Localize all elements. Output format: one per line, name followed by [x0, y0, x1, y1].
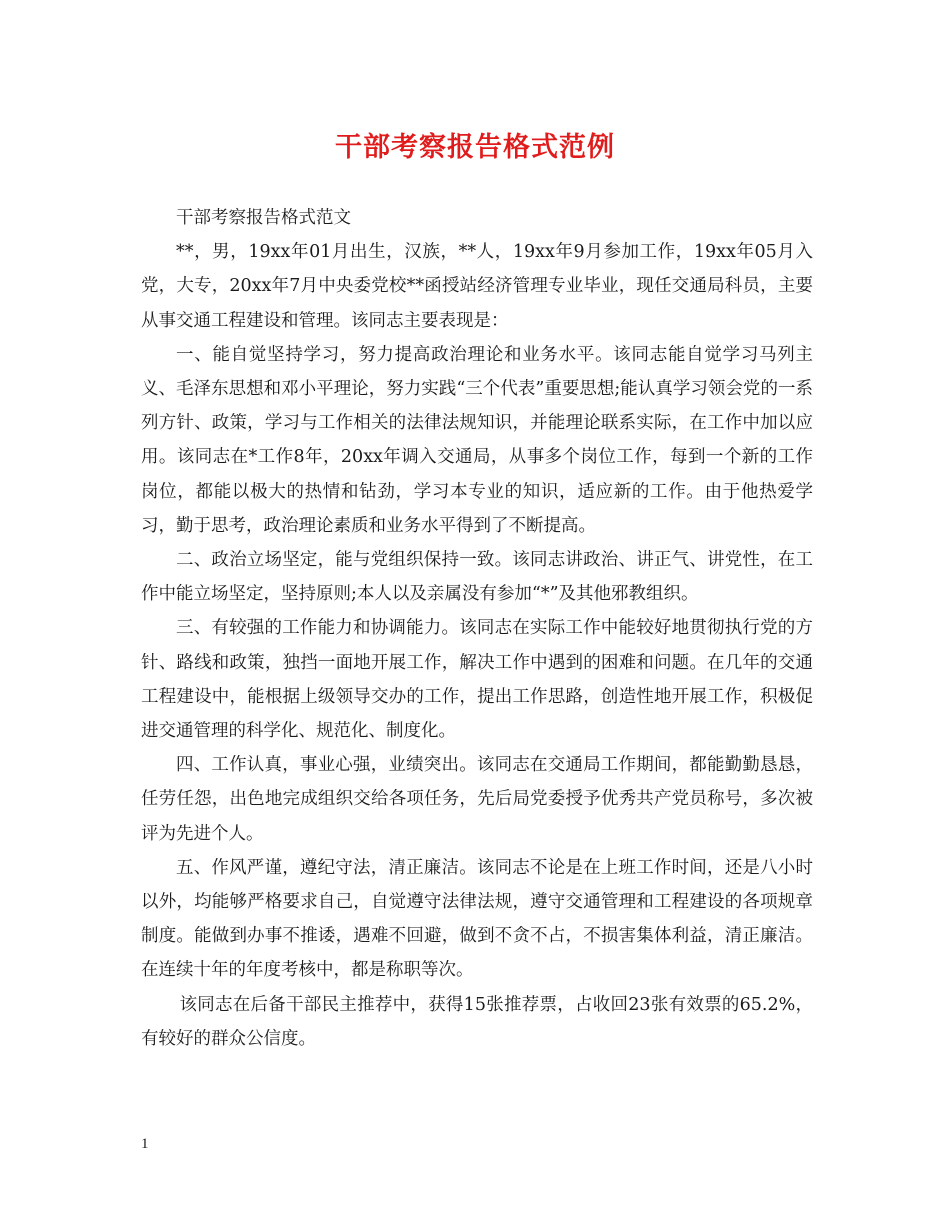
paragraph-point-1: 一、能自觉坚持学习，努力提高政治理论和业务水平。该同志能自觉学习马列主义、毛泽东思想和邓小平理论，努力实践“三个代表”重要思想;能认真学习领会党的一系列方针、政策，学习与工作相关的法律法规知识，并能理论联系实际，在工作中加以应用。该同志在*工作8年，20xx年调入交通局，从事多个岗位工作，每到一个新的工作岗位，都能以极大的热情和钻劲，学习本专业的知识，适应新的工作。由于他热爱学习，勤于思考，政治理论素质和业务水平得到了不断提高。 [141, 344, 813, 536]
paragraph-point-5: 五、作风严谨，遵纪守法，清正廉洁。该同志不论是在上班工作时间，还是八小时以外，均能够严格要求自己，自觉遵守法律法规，遵守交通管理和工程建设的各项规章制度。能做到办事不推诿，遇难不回避，做到不贪不占，不损害集体利益，清正廉洁。 在连续十年的年度考核中，都是称职等次。 [141, 857, 825, 981]
document-title: 干部考察报告格式范例 [335, 132, 615, 163]
document-body [141, 201, 825, 1056]
paragraph-subtitle: 干部考察报告格式范文 [176, 208, 351, 228]
paragraph-point-2: 二、政治立场坚定，能与党组织保持一致。该同志讲政治、讲正气、讲党性，在工作中能立场坚定，坚持原则;本人以及亲属没有参加“*”及其他邪教组织。 [141, 550, 813, 605]
paragraph-conclusion: 该同志在后备干部民主推荐中，获得15张推荐票，占收回23张有效票的65.2%，有较好的群众公信度。 [141, 994, 813, 1049]
paragraph-point-3: 三、有较强的工作能力和协调能力。该同志在实际工作中能较好地贯彻执行党的方针、路线和政策，独挡一面地开展工作，解决工作中遇到的困难和问题。在几年的交通工程建设中，能根据上级领导交办的工作，提出工作思路，创造性地开展工作，积极促进交通管理的科学化、规范化、制度化。 [141, 618, 813, 742]
paragraph-point-4: 四、工作认真，事业心强，业绩突出。该同志在交通局工作期间，都能勤勤恳恳，任劳任怨，出色地完成组织交给各项任务，先后局党委授予优秀共产党员称号，多次被评为先进个人。 [141, 755, 813, 844]
paragraph-intro: **，男，19xx年01月出生，汉族，**人，19xx年9月参加工作，19xx年05月入党，大专，20xx年7月中央委党校**函授站经济管理专业毕业，现任交通局科员，主要从事交通工程建设和管理。该同志主要表现是： [141, 242, 813, 331]
page-number: 1 [141, 1136, 149, 1152]
